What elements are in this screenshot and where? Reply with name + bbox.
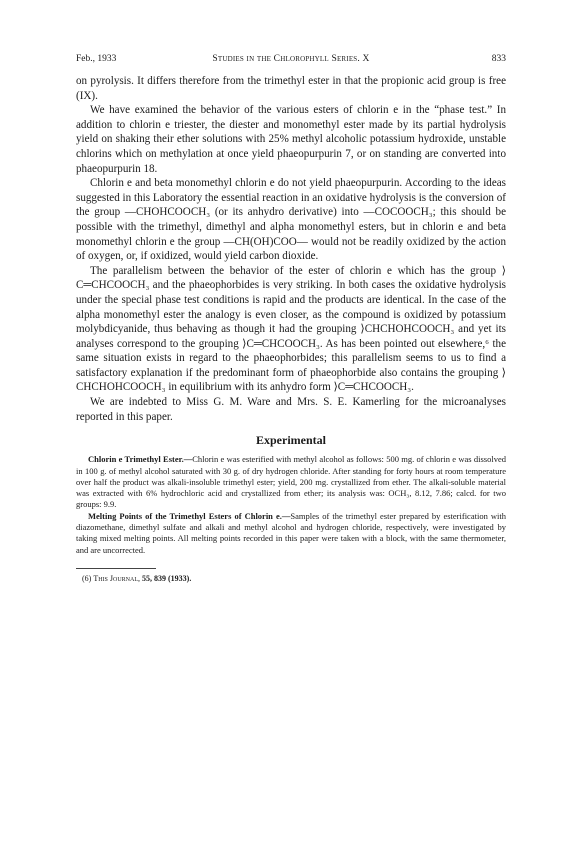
section-title: Experimental: [256, 433, 326, 448]
footnote-rule: [76, 568, 156, 569]
experimental-heading: Chlorin e Trimethyl Ester.—: [88, 454, 193, 465]
header-title: Studies in the Chlorophyll Series. X: [212, 54, 370, 64]
experimental-heading: Melting Points of the Trimethyl Esters of Chlorin e.—: [88, 510, 291, 521]
paragraph-continuation: on pyrolysis. It differs therefore from the trimethyl ester in that the propionic acid group is free (IX).: [76, 75, 506, 102]
footnote: [76, 574, 506, 584]
experimental-text: Samples of the trimethyl ester prepared by esterification with diazomethane, dimethyl sulfate and alkali and methyl alcohol and hydrogen chloride, respectively, were investigated by taking mixed melting points. All melting points recorded in this paper were taken with a block, with the same thermometer, and are uncorrected.: [76, 510, 506, 555]
footnote-marker: (6): [82, 573, 92, 583]
main-text: [76, 74, 506, 424]
experimental-section: [76, 454, 506, 556]
paragraph-oxidative-hydrolysis: Chlorin e and beta monomethyl chlorin e do not yield phaeopurpurin. According to the ideas suggested in this Laboratory the essential reaction in an oxidative hydrolysis is the conversion of the group —CHOHCOOCH₃ (or its anhydro derivative) into —COCOOCH₃; this should be possible with the trimethyl, dimethyl and alpha monomethyl esters, but in chlorin e and beta monomethyl chlorin e the group —CH(OH)COO— would not be readily oxidized by the action of oxygen, or, if oxidized, would yield carbon dioxide.: [76, 177, 506, 263]
running-header: [76, 54, 506, 74]
experimental-text: Chlorin e was esterified with methyl alcohol as follows: 500 mg. of chlorin e was dissolved in 100 g. of methyl alcohol saturated with 30 g. of dry hydrogen chloride. After standing for forty hours at room temperature over half the product was alkali-insoluble trimethyl ester; yield, 200 mg. crystallized from ether. The alkali-soluble material was extracted with 6% hydrochloric acid and crystallized from ether; its analysis was: OCH₃, 8.12, 7.86; calcd. for two groups: 9.9.: [76, 454, 506, 510]
footnote-journal: This Journal,: [93, 573, 140, 583]
footnote-citation: 55, 839 (1933).: [142, 573, 192, 583]
experimental-paragraph: [76, 454, 506, 510]
paragraph-parallelism: The parallelism between the behavior of the ester of chlorin e which has the group ⟩C═CHCOOCH₃ and the phaeophorbides is very striking. In both cases the oxidative hydrolysis under the special phase test conditions is rapid and the products are identical. In the case of the alpha monomethyl ester the analogy is even closer, as the compound is oxidized by potassium molybdicyanide, thus behaving as though it had the grouping ⟩CHCHOHCOOCH₃ and yet its analyses correspond to the grouping ⟩C═CHCOOCH₃. As has been pointed out elsewhere,⁶ the same situation exists in regard to the phaeophorbides; this parallelism seems to us to find a satisfactory explanation if the predominant form of phaeophorbide also contains the grouping ⟩CHCHOHCOOCH₃ in equilibrium with its anhydro form ⟩C═CHCOOCH₃.: [76, 264, 506, 394]
paragraph-acknowledgment: We are indebted to Miss G. M. Ware and Mrs. S. E. Kamerling for the microanalyses reported in this paper.: [76, 396, 506, 423]
header-date: Feb., 1933: [76, 54, 117, 64]
page-number: 833: [491, 54, 506, 64]
paragraph-phase-test: We have examined the behavior of the various esters of chlorin e in the “phase test.” In addition to chlorin e triester, the diester and monomethyl ester made by its partial hydrolysis yield on shaking their ether solutions with 25% methyl alcoholic potassium hydroxide, unstable chlorins which on methylation at once yield phaeopurpurin 7, or on standing are converted into phaeopurpurin 18.: [76, 104, 506, 175]
experimental-paragraph: [76, 511, 506, 556]
page: [76, 54, 506, 584]
